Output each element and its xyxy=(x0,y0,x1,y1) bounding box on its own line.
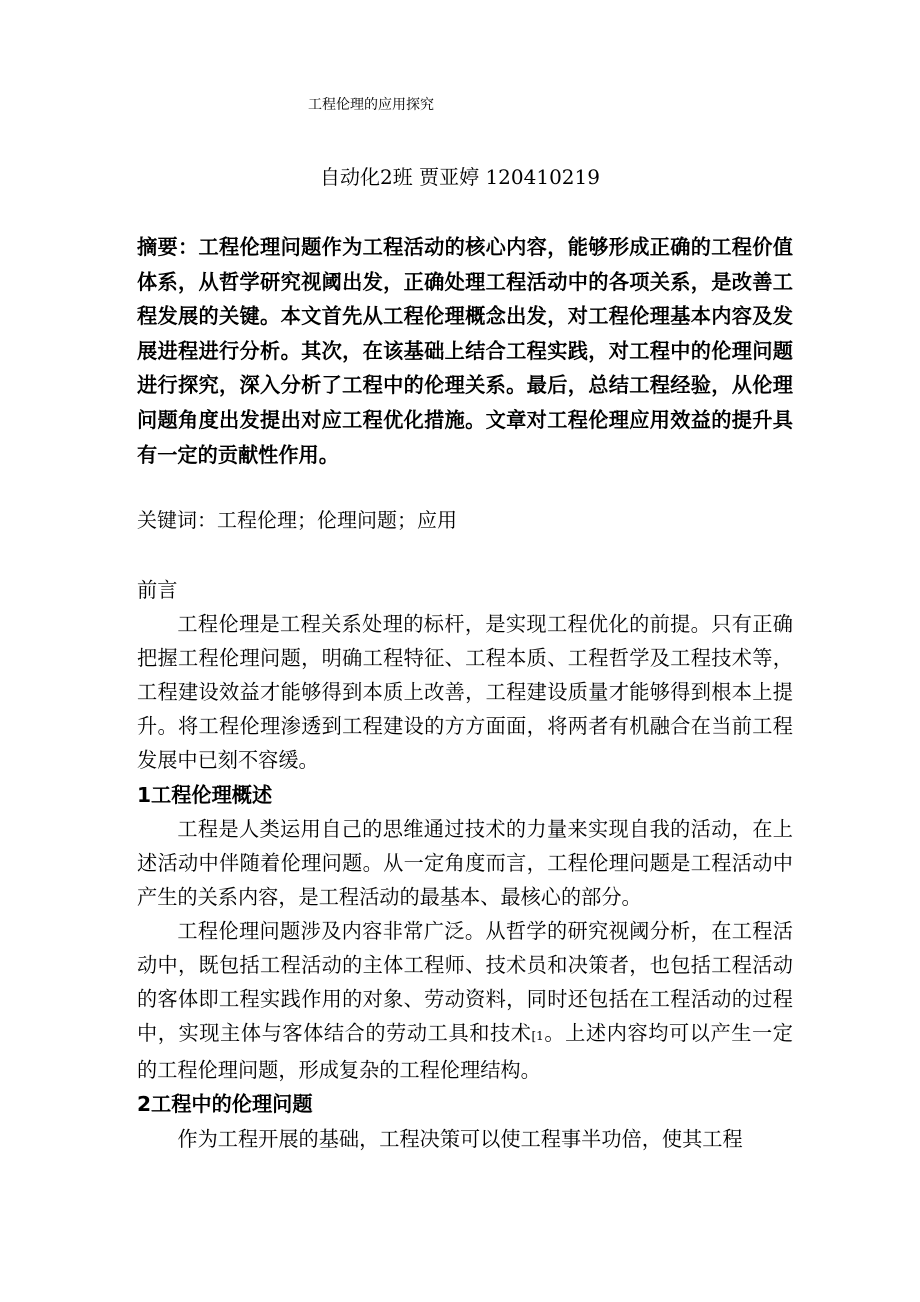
section-1-paragraph-2-end: 。上述内容均可以产生一定的工程伦理问题，形成复杂的工程伦理结构。 xyxy=(137,1021,793,1083)
preface-paragraph: 工程伦理是工程关系处理的标杆，是实现工程优化的前提。只有正确把握工程伦理问题，明确工程特征、工程本质、工程哲学及工程技术等，工程建设效益才能够得到本质上改善，工程建设质量才能够得到根本上提升。将工程伦理渗透到工程建设的方方面面，将两者有机融合在当前工程发展中已刻不容缓。 xyxy=(137,612,793,773)
preface-heading: 前言 xyxy=(137,578,178,602)
section-1-paragraph-2 xyxy=(137,914,793,1087)
citation-marker: [1 xyxy=(531,1029,544,1044)
keywords-line: 关键词：工程伦理；伦理问题；应用 xyxy=(137,508,457,532)
author-line: 自动化2班 贾亚婷 120410219 xyxy=(320,165,600,189)
document-body xyxy=(137,573,793,1156)
document-title: 工程伦理的应用探究 xyxy=(308,97,434,113)
abstract-paragraph: 摘要：工程伦理问题作为工程活动的核心内容，能够形成正确的工程价值体系，从哲学研究视阈出发，正确处理工程活动中的各项关系，是改善工程发展的关键。本文首先从工程伦理概念出发，对工程伦理基本内容及发展进程进行分析。其次，在该基础上结合工程实践，对工程中的伦理问题进行探究，深入分析了工程中的伦理关系。最后，总结工程经验，从伦理问题角度出发提出对应工程优化措施。文章对工程伦理应用效益的提升具有一定的贡献性作用。 xyxy=(137,235,793,467)
section-2-heading: 2工程中的伦理问题 xyxy=(137,1092,313,1117)
section-1-paragraph-2-text: 工程伦理问题涉及内容非常广泛。从哲学的研究视阈分析，在工程活动中，既包括工程活动的主体工程师、技术员和决策者，也包括工程活动的客体即工程实践作用的对象、劳动资料，同时还包括在工程活动的过程中，实现主体与客体结合的劳动工具和技术 xyxy=(137,918,793,1046)
section-1-heading: 1工程伦理概述 xyxy=(137,782,273,807)
section-2-paragraph-1: 作为工程开展的基础，工程决策可以使工程事半功倍，使其工程 xyxy=(177,1126,743,1151)
section-1-paragraph-1: 工程是人类运用自己的思维通过技术的力量来实现自我的活动，在上述活动中伴随着伦理问题。从一定角度而言，工程伦理问题是工程活动中产生的关系内容，是工程活动的最基本、最核心的部分。 xyxy=(137,816,793,909)
